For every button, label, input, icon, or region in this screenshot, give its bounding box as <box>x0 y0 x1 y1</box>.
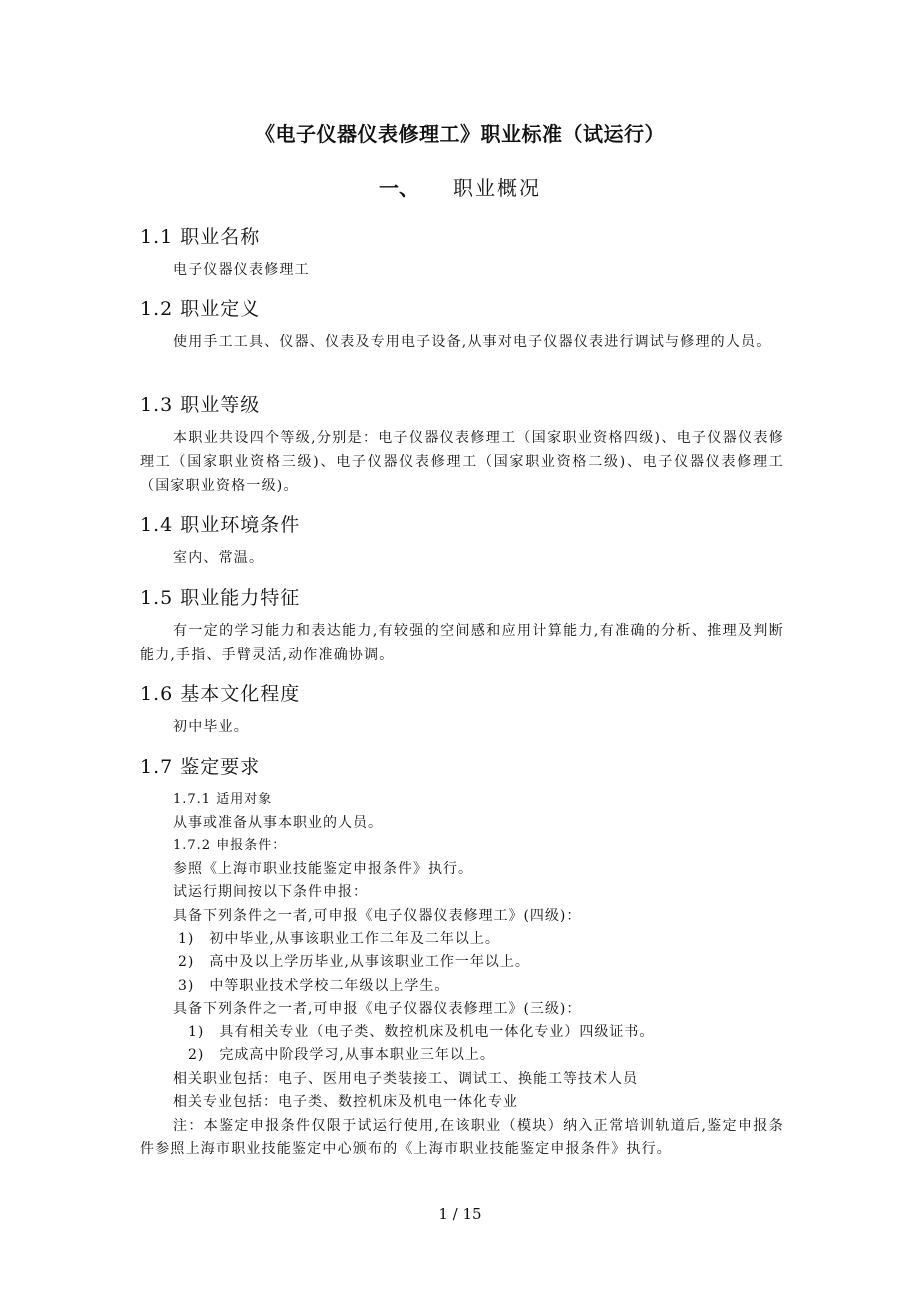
list-item: 1.7.1 适用对象 <box>173 792 273 807</box>
page-number: 1 / 15 <box>438 1205 482 1223</box>
section-heading-1-6: 1.6 基本文化程度 <box>140 683 301 705</box>
section-heading-1-4: 1.4 职业环境条件 <box>140 514 301 536</box>
chapter-title: 职业概况 <box>453 176 541 200</box>
section-heading-1-7: 1.7 鉴定要求 <box>140 756 261 778</box>
section-heading-1-1: 1.1 职业名称 <box>140 226 261 248</box>
list-item: 1) 具有相关专业（电子类、数控机床及机电一体化专业）四级证书。 <box>188 1024 655 1040</box>
note-paragraph: 注：本鉴定申报条件仅限于试运行使用,在该职业（模块）纳入正常培训轨道后,鉴定申报条件参照上海市职业技能鉴定中心颁布的《上海市职业技能鉴定申报条件》执行。 <box>140 1118 784 1157</box>
chapter-heading <box>0 172 920 201</box>
list-item: 具备下列条件之一者,可申报《电子仪器仪表修理工》(四级)： <box>173 908 582 924</box>
list-item: 1) 初中毕业,从事该职业工作二年及二年以上。 <box>178 931 500 947</box>
list-item: 从事或准备从事本职业的人员。 <box>173 815 383 831</box>
section-text-1-3: 本职业共设四个等级,分别是：电子仪器仪表修理工（国家职业资格四级)、电子仪器仪表修理工（国家职业资格三级)、电子仪器仪表修理工（国家职业资格二级)、电子仪器仪表修理工（国家职业资格一级)。 <box>140 430 784 494</box>
list-item: 相关职业包括：电子、医用电子类装接工、调试工、换能工等技术人员 <box>173 1071 638 1087</box>
list-item: 试运行期间按以下条件申报： <box>173 884 368 900</box>
section-text-1-5: 有一定的学习能力和表达能力,有较强的空间感和应用计算能力,有准确的分析、推理及判断能力,手指、手臂灵活,动作准确协调。 <box>140 623 784 663</box>
chapter-number: 一、 <box>379 176 419 200</box>
list-item: 2) 高中及以上学历毕业,从事该职业工作一年以上。 <box>178 954 530 970</box>
list-item: 2) 完成高中阶段学习,从事本职业三年以上。 <box>188 1047 495 1063</box>
section-heading-1-3: 1.3 职业等级 <box>140 394 261 416</box>
list-item: 3) 中等职业技术学校二年级以上学生。 <box>178 978 450 994</box>
list-item: 1.7.2 申报条件： <box>173 838 287 853</box>
section-heading-1-2: 1.2 职业定义 <box>140 298 261 320</box>
section-text-1-2: 使用手工工具、仪器、仪表及专用电子设备,从事对电子仪器仪表进行调试与修理的人员。 <box>173 334 772 350</box>
list-item: 具备下列条件之一者,可申报《电子仪器仪表修理工》(三级)： <box>173 1001 582 1017</box>
list-item: 参照《上海市职业技能鉴定申报条件》执行。 <box>173 861 473 877</box>
section-heading-1-5: 1.5 职业能力特征 <box>140 587 301 609</box>
list-item: 相关专业包括：电子类、数控机床及机电一体化专业 <box>173 1094 518 1110</box>
section-text-1-6: 初中毕业。 <box>173 719 249 735</box>
section-text-1-1: 电子仪器仪表修理工 <box>173 262 310 278</box>
section-text-1-4: 室内、常温。 <box>173 550 265 566</box>
document-title: 《电子仪器仪表修理工》职业标准（试运行） <box>255 122 665 146</box>
